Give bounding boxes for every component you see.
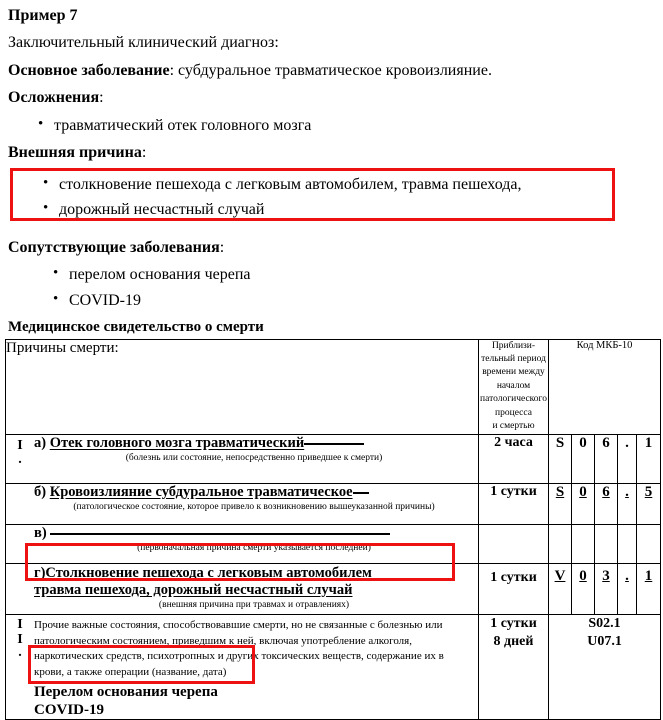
cause-text-g-line1: Столкновение пешехода с легковым автомобилем <box>45 564 372 581</box>
icd-char-4-g: . <box>618 563 637 614</box>
header-period-line: времени между <box>482 367 545 378</box>
period-cell-g: 1 сутки <box>479 563 549 614</box>
list-item: • столкновение пешехода с легковым автомобилем, травма пешехода, <box>13 175 607 194</box>
roman-dot-2: . <box>18 645 22 661</box>
cause-rule-b <box>353 492 369 494</box>
header-period-line: Приблизи- <box>491 340 536 351</box>
complications-label: Осложнения <box>8 89 100 107</box>
cause-text-line-b <box>34 484 474 501</box>
header-period-line: патологического <box>480 394 547 405</box>
roman-numeral: I <box>17 437 23 453</box>
icd-char-3-b: 6 <box>595 483 618 524</box>
cause-text-line-a <box>34 435 474 452</box>
cause-caption-b: (патологическое состояние, которое привело к возникновению вышеуказанной причины) <box>73 502 435 513</box>
part2-period-2: 8 дней <box>493 634 534 650</box>
comorbid-line <box>8 238 655 258</box>
period-cell-b: 1 сутки <box>479 483 549 524</box>
complications-line <box>8 88 655 108</box>
part2-cell <box>6 614 479 719</box>
list-item: • травматический отек головного мозга <box>8 116 655 135</box>
complications-list <box>8 116 655 135</box>
icd-char-1-v <box>549 524 572 563</box>
period-cell-v <box>479 524 549 563</box>
external-cause-label: Внешняя причина <box>8 143 142 161</box>
part2-description <box>34 615 474 681</box>
comorbid-colon: : <box>219 238 225 256</box>
main-disease-label: Основное заболевание <box>8 61 170 79</box>
cause-cell-b <box>6 483 479 524</box>
icd-char-4-v <box>618 524 637 563</box>
icd-char-4-b: . <box>618 483 637 524</box>
cause-text-line-v <box>34 525 474 542</box>
cause-letter-g: г) <box>34 564 46 581</box>
external-cause-colon: : <box>141 143 147 161</box>
header-period-line: началом <box>496 380 531 391</box>
part2-period-cell <box>479 614 549 719</box>
clinical-summary <box>0 0 663 311</box>
part2-description-line: Прочие важные состояния, способствовавшие смерти, но не связанные с болезнью или <box>34 618 443 631</box>
intro-line: Заключительный клинический диагноз: <box>8 34 279 51</box>
main-disease-text: : субдуральное травматическое кровоизлияние. <box>169 61 492 79</box>
cause-letter-a: а) <box>34 434 47 451</box>
icd-char-3-a: 6 <box>595 434 618 483</box>
cause-cell-v <box>6 524 479 563</box>
icd-char-1-g: V <box>549 563 572 614</box>
part2-code-1: S02.1 <box>588 615 621 631</box>
icd-char-3-v <box>595 524 618 563</box>
part2-description-line: наркотических средств, психотропных и других токсических веществ, содержание их в <box>34 650 444 663</box>
header-period-line: и смертью <box>492 421 535 432</box>
comorbid-label: Сопутствующие заболевания <box>8 238 220 256</box>
part2-entry-text-1: Перелом основания черепа <box>34 683 218 700</box>
roman-numeral-line1: I <box>17 616 23 632</box>
icd-char-3-g: 3 <box>595 563 618 614</box>
cause-rule-v <box>50 533 390 535</box>
complications-colon: : <box>99 89 104 107</box>
table-row-cause-b <box>6 483 661 524</box>
icd-char-5-v <box>637 524 661 563</box>
period-cell-a: 2 часа <box>479 434 549 483</box>
icd-char-4-a: . <box>618 434 637 483</box>
cause-caption-a: (болезнь или состояние, непосредственно приведшее к смерти) <box>125 453 383 464</box>
roman-dot: . <box>18 452 22 467</box>
page-title: Пример 7 <box>8 7 78 24</box>
list-item: • перелом основания черепа <box>23 265 655 284</box>
part-number-roman-1 <box>6 435 34 465</box>
comorbid-list <box>23 265 655 310</box>
cause-text-a: Отек головного мозга травматический <box>49 434 305 451</box>
cause-rule-a <box>304 443 364 445</box>
header-period-line: процесса <box>495 407 532 418</box>
icd-char-2-b: 0 <box>572 483 595 524</box>
icd-char-2-g: 0 <box>572 563 595 614</box>
header-period-line: тельный период <box>481 354 546 364</box>
header-period <box>479 339 549 434</box>
roman-spacer-b <box>6 484 34 514</box>
cause-caption-v: (первоначальная причина смерти указывается последней) <box>137 543 371 554</box>
part2-description-line: патологическим состоянием, приведшим к ней, включая употребление алкоголя, <box>34 634 412 647</box>
icd-char-2-a: 0 <box>572 434 595 483</box>
part2-description-line: крови, а также операции (название, дата) <box>34 666 227 679</box>
table-row-cause-a <box>6 434 661 483</box>
header-causes: Причины смерти: <box>6 339 479 434</box>
cause-letter-b: б) <box>34 483 47 500</box>
icd-char-2-v <box>572 524 595 563</box>
header-icd-code: Код МКБ-10 <box>549 339 661 434</box>
certificate-heading: Медицинское свидетельство о смерти <box>8 318 264 335</box>
cause-letter-v: в) <box>34 524 47 541</box>
part2-period-1: 1 сутки <box>490 615 537 631</box>
cause-text-line-g2 <box>34 582 474 599</box>
cause-cell-a <box>6 434 479 483</box>
part2-code-2: U07.1 <box>587 634 622 650</box>
external-cause-list <box>13 170 607 227</box>
icd-char-5-a: 1 <box>637 434 661 483</box>
roman-numeral-line2: I <box>17 631 23 647</box>
list-item: • дорожный несчастный случай <box>13 200 607 219</box>
list-item: • COVID-19 <box>23 291 655 310</box>
death-certificate-table <box>5 339 661 720</box>
table-row-cause-g <box>6 563 661 614</box>
cause-cell-g <box>6 563 479 614</box>
part2-entry-text-2: COVID-19 <box>34 701 104 718</box>
roman-spacer-g <box>6 564 34 612</box>
icd-char-5-b: 5 <box>637 483 661 524</box>
part2-code-cell <box>549 614 661 719</box>
cause-text-b: Кровоизлияние субдуральное травматическое <box>49 483 353 500</box>
cause-text-line-g1 <box>34 564 474 582</box>
cause-caption-g: (внешняя причина при травмах и отравлениях) <box>158 600 350 611</box>
icd-char-1-a: S <box>549 434 572 483</box>
external-cause-line <box>8 143 655 163</box>
table-header-row <box>6 339 661 434</box>
table-row-cause-v <box>6 524 661 563</box>
icd-char-1-b: S <box>549 483 572 524</box>
icd-char-5-g: 1 <box>637 563 661 614</box>
table-row-part2 <box>6 614 661 719</box>
part-number-roman-2 <box>6 615 34 719</box>
cause-text-g-line2: травма пешехода, дорожный несчастный случай <box>34 582 353 599</box>
main-disease-line <box>8 61 655 81</box>
roman-spacer-v <box>6 525 34 555</box>
